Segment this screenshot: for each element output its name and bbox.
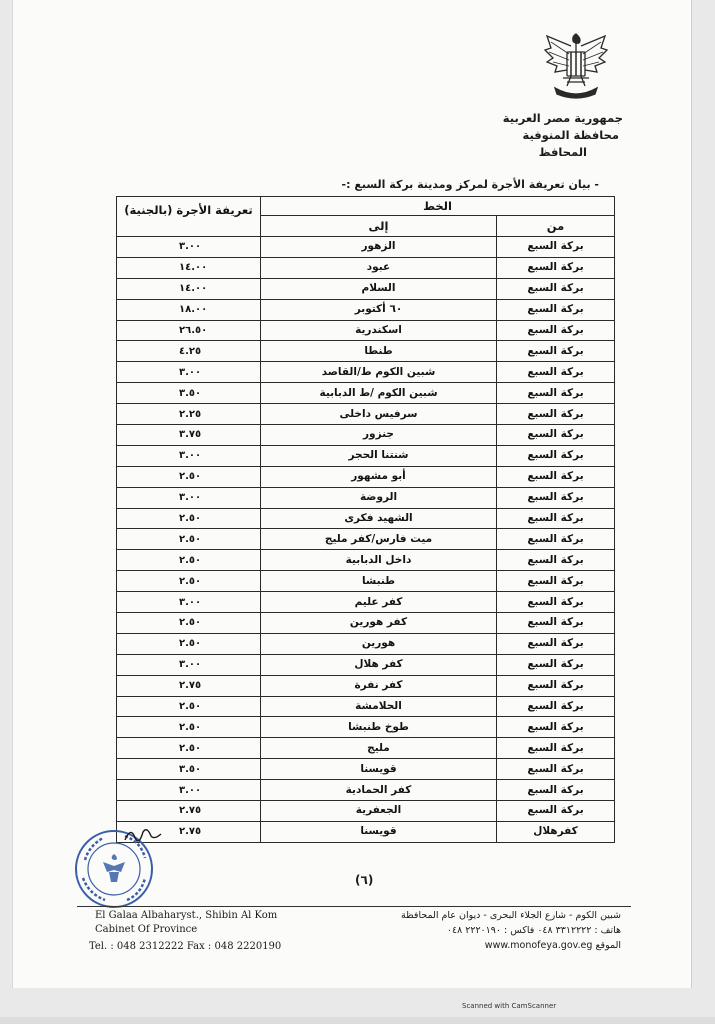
footer-address-en (89, 909, 319, 954)
table-row (117, 404, 615, 425)
footer-address-ar (351, 908, 621, 953)
cell-to: اسكندرية (261, 320, 497, 341)
table-row (117, 237, 615, 258)
cell-from: بركة السبع (497, 278, 615, 299)
cell-to: كفر نفرة (261, 675, 497, 696)
page-number: (٦) (355, 873, 374, 887)
table-row (117, 571, 615, 592)
footer-phone-en: Tel. : 048 2312222 Fax : 048 2220190 (89, 941, 282, 952)
table-row (117, 675, 615, 696)
table-row (117, 257, 615, 278)
cell-from: بركة السبع (497, 425, 615, 446)
cell-to: هورين (261, 633, 497, 654)
cell-from: بركة السبع (497, 759, 615, 780)
table-row (117, 780, 615, 801)
table-row (117, 508, 615, 529)
cell-fare: ١٤.٠٠ (117, 257, 261, 278)
cell-from: بركة السبع (497, 445, 615, 466)
cell-from: بركة السبع (497, 571, 615, 592)
cell-fare: ٣.٧٥ (117, 425, 261, 446)
cell-to: كفر عليم (261, 592, 497, 613)
document-title: - بيان تعريفة الأجرة لمركز ومدينة بركة السبع :- (341, 178, 599, 191)
table-row (117, 529, 615, 550)
cell-from: بركة السبع (497, 696, 615, 717)
cell-to: السلام (261, 278, 497, 299)
cell-fare: ١٤.٠٠ (117, 278, 261, 299)
cell-fare: ٢.٥٠ (117, 571, 261, 592)
cell-to: الزهور (261, 237, 497, 258)
cell-fare: ٣.٠٠ (117, 237, 261, 258)
issuer-header (423, 110, 623, 161)
header-governor: المحافظ (538, 145, 587, 159)
cell-to: طنطا (261, 341, 497, 362)
cell-from: بركة السبع (497, 237, 615, 258)
cell-fare: ٢.٥٠ (117, 466, 261, 487)
header-fare: تعريفة الأجرة (بالجنية) (117, 197, 261, 237)
cell-fare: ٤.٢٥ (117, 341, 261, 362)
cell-fare: ٣.٠٠ (117, 487, 261, 508)
cell-from: بركة السبع (497, 341, 615, 362)
cell-from: بركة السبع (497, 257, 615, 278)
table-row (117, 320, 615, 341)
table-row (117, 341, 615, 362)
cell-fare: ٢.٧٥ (117, 801, 261, 822)
cell-to: طوخ طنبشا (261, 717, 497, 738)
footer-website-label: الموقع (595, 940, 621, 951)
cell-from: بركة السبع (497, 633, 615, 654)
cell-to: الحلامشة (261, 696, 497, 717)
table-row (117, 425, 615, 446)
cell-to: قويسنا (261, 821, 497, 842)
cell-to: ميت فارس/كفر مليج (261, 529, 497, 550)
cell-from: بركة السبع (497, 508, 615, 529)
cell-to: عبود (261, 257, 497, 278)
cell-from: بركة السبع (497, 654, 615, 675)
cell-fare: ١٨.٠٠ (117, 299, 261, 320)
cell-to: كفر الحمادية (261, 780, 497, 801)
cell-to: ٦٠ أكتوبر (261, 299, 497, 320)
cell-fare: ٢.٥٠ (117, 738, 261, 759)
cell-to: قويسنا (261, 759, 497, 780)
cell-from: بركة السبع (497, 362, 615, 383)
cell-from: بركة السبع (497, 320, 615, 341)
cell-to: سرفيس داخلى (261, 404, 497, 425)
cell-fare: ٢.٧٥ (117, 675, 261, 696)
table-row (117, 613, 615, 634)
cell-fare: ٣.٠٠ (117, 445, 261, 466)
cell-from: بركة السبع (497, 675, 615, 696)
cell-from: بركة السبع (497, 550, 615, 571)
header-country: جمهورية مصر العربية (502, 111, 623, 125)
cell-from: بركة السبع (497, 801, 615, 822)
table-row (117, 696, 615, 717)
footer-street-ar: شبين الكوم - شارع الجلاء البحرى - ديوان عام المحافظة (401, 910, 621, 921)
signature-mark-icon (123, 824, 163, 848)
table-row (117, 759, 615, 780)
cell-to: مليج (261, 738, 497, 759)
eagle-emblem-icon (541, 28, 611, 106)
cell-fare: ٢.٥٠ (117, 633, 261, 654)
footer-website (351, 938, 621, 953)
scanner-watermark: Scanned with CamScanner (462, 1002, 557, 1010)
cell-fare: ٢.٥٠ (117, 717, 261, 738)
cell-to: أبو مشهور (261, 466, 497, 487)
cell-fare: ٢.٥٠ (117, 508, 261, 529)
footer-street-en: El Galaa Albaharyst., Shibin Al Kom (95, 910, 278, 921)
cell-from: بركة السبع (497, 383, 615, 404)
cell-fare: ٢٦.٥٠ (117, 320, 261, 341)
cell-from: بركة السبع (497, 613, 615, 634)
cell-fare: ٢.٥٠ (117, 550, 261, 571)
table-row (117, 383, 615, 404)
table-row (117, 633, 615, 654)
table-row (117, 717, 615, 738)
cell-fare: ٢.٥٠ (117, 529, 261, 550)
footer-website-url[interactable]: www.monofeya.gov.eg (484, 940, 593, 951)
bottom-strip (0, 1017, 715, 1024)
cell-from: بركة السبع (497, 738, 615, 759)
cell-from: بركة السبع (497, 780, 615, 801)
footer-phone-ar: هاتف : ٣٣١٢٢٢٢ ٠٤٨ فاكس : ٢٢٢٠١٩٠ ٠٤٨ (446, 925, 621, 936)
cell-to: الروضة (261, 487, 497, 508)
cell-to: الجعفرية (261, 801, 497, 822)
cell-to: شبين الكوم /ط الدبابية (261, 383, 497, 404)
table-row (117, 801, 615, 822)
cell-from: بركة السبع (497, 466, 615, 487)
table-row (117, 445, 615, 466)
table-row (117, 550, 615, 571)
table-row (117, 592, 615, 613)
cell-fare: ٣.٠٠ (117, 654, 261, 675)
cell-fare: ٣.٥٠ (117, 383, 261, 404)
header-from: من (497, 216, 615, 237)
header-to: إلى (261, 216, 497, 237)
table-row (117, 278, 615, 299)
cell-from: بركة السبع (497, 717, 615, 738)
cell-to: شبين الكوم ط/القاصد (261, 362, 497, 383)
cell-fare: ٣.٥٠ (117, 759, 261, 780)
header-line: الخط (261, 197, 615, 216)
cell-from: بركة السبع (497, 404, 615, 425)
cell-fare: ٢.٧٥ (117, 821, 261, 842)
cell-fare: ٢.٢٥ (117, 404, 261, 425)
cell-fare: ٢.٥٠ (117, 613, 261, 634)
cell-fare: ٣.٠٠ (117, 592, 261, 613)
footer-divider (77, 906, 631, 907)
cell-fare: ٣.٠٠ (117, 780, 261, 801)
cell-from: بركة السبع (497, 487, 615, 508)
cell-to: كفر هورين (261, 613, 497, 634)
table-row (117, 466, 615, 487)
cell-fare: ٣.٠٠ (117, 362, 261, 383)
footer-office-en: Cabinet Of Province (95, 924, 198, 935)
table-row (117, 487, 615, 508)
cell-to: شنتنا الحجر (261, 445, 497, 466)
table-row (117, 654, 615, 675)
cell-from: بركة السبع (497, 592, 615, 613)
table-row (117, 821, 615, 842)
document-page (12, 0, 692, 988)
cell-to: جنزور (261, 425, 497, 446)
table-row (117, 362, 615, 383)
cell-to: الشهيد فكرى (261, 508, 497, 529)
cell-from: بركة السبع (497, 299, 615, 320)
table-row (117, 299, 615, 320)
fare-table (116, 196, 615, 843)
table-row (117, 738, 615, 759)
cell-to: داخل الدبابية (261, 550, 497, 571)
cell-from: كفرهلال (497, 821, 615, 842)
header-governorate: محافظة المنوفية (522, 128, 619, 142)
cell-to: كفر هلال (261, 654, 497, 675)
cell-to: طنبشا (261, 571, 497, 592)
cell-fare: ٢.٥٠ (117, 696, 261, 717)
cell-from: بركة السبع (497, 529, 615, 550)
